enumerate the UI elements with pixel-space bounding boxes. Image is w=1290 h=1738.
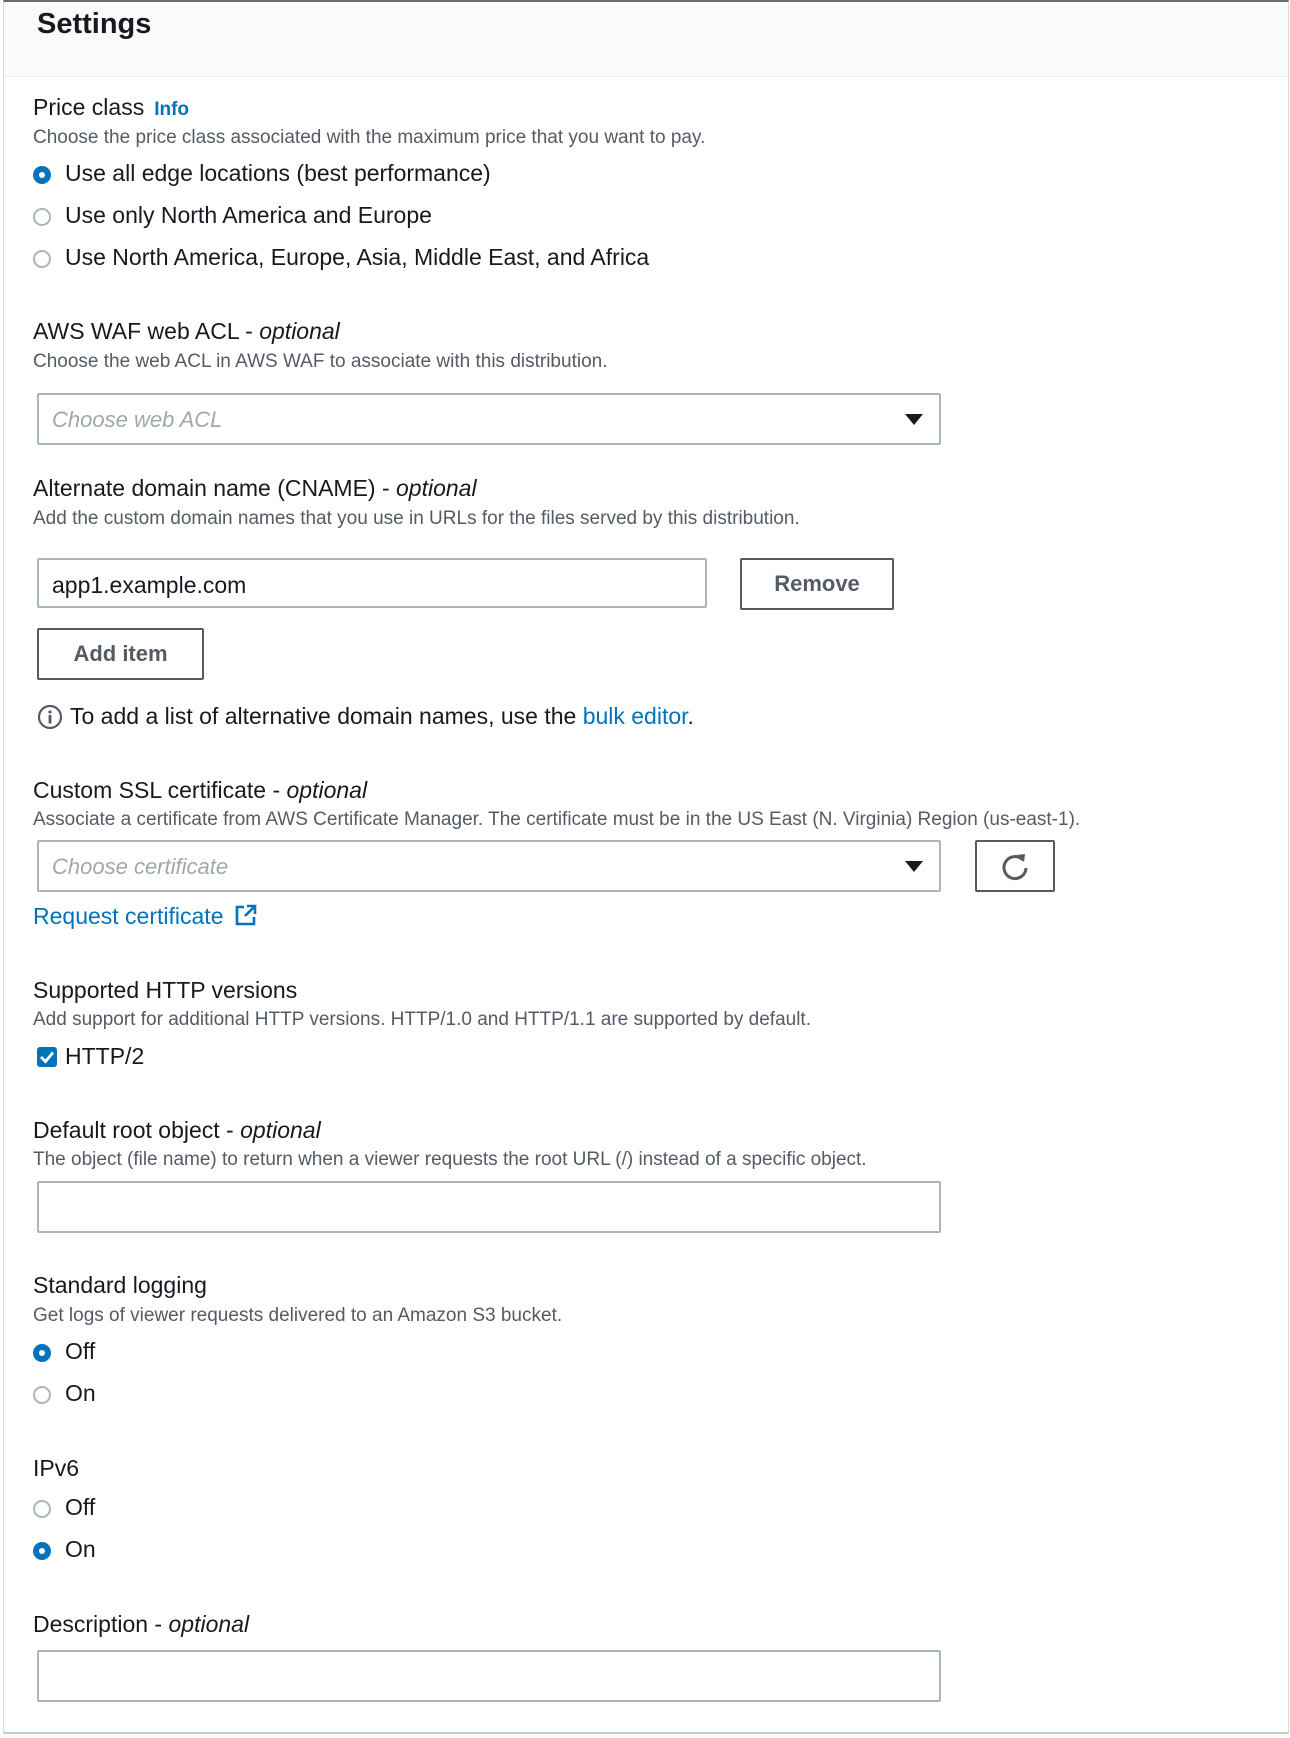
request-certificate-link[interactable]: Request certificate (33, 903, 258, 930)
logging-label: Standard logging (33, 1272, 207, 1298)
waf-description: Choose the web ACL in AWS WAF to associate with this distribution. (33, 351, 608, 372)
refresh-icon (999, 850, 1031, 882)
http-versions-label: Supported HTTP versions (33, 977, 298, 1003)
logging-description: Get logs of viewer requests delivered to an Amazon S3 bucket. (33, 1305, 563, 1326)
info-icon (37, 704, 63, 730)
radio-price-all-label[interactable]: Use all edge locations (best performance) (65, 160, 491, 186)
cname-description: Add the custom domain names that you use in URLs for the files served by this distribution. (33, 508, 800, 529)
radio-ipv6-off[interactable] (33, 1500, 51, 1518)
waf-acl-select[interactable] (37, 393, 941, 445)
radio-price-all[interactable] (33, 166, 51, 184)
caret-down-icon (905, 861, 923, 872)
info-link[interactable]: Info (154, 99, 190, 120)
ipv6-label: IPv6 (33, 1455, 80, 1481)
cname-input-value: app1.example.com (52, 572, 247, 598)
description-label: Description - optional (33, 1611, 250, 1637)
settings-panel (3, 0, 1289, 1734)
radio-ipv6-on-label[interactable]: On (65, 1536, 96, 1562)
root-object-label: Default root object - optional (33, 1117, 321, 1143)
radio-logging-off-label[interactable]: Off (65, 1338, 96, 1364)
radio-price-na-eu-label[interactable]: Use only North America and Europe (65, 202, 432, 228)
bulk-editor-note: To add a list of alternative domain names, use the bulk editor. (70, 703, 694, 729)
http-versions-description: Add support for additional HTTP versions. HTTP/1.0 and HTTP/1.1 are supported by default. (33, 1009, 811, 1030)
radio-price-na-eu-asia-label[interactable]: Use North America, Europe, Asia, Middle East, and Africa (65, 244, 650, 270)
radio-logging-on[interactable] (33, 1386, 51, 1404)
external-link-icon (234, 903, 258, 927)
description-input[interactable] (37, 1650, 941, 1702)
price-class-description: Choose the price class associated with the maximum price that you want to pay. (33, 127, 706, 148)
remove-button[interactable]: Remove (740, 558, 894, 610)
add-item-button[interactable]: Add item (37, 628, 204, 680)
caret-down-icon (905, 414, 923, 425)
bulk-editor-link[interactable]: bulk editor (582, 703, 688, 729)
cname-label: Alternate domain name (CNAME) - optional (33, 475, 477, 501)
radio-logging-off[interactable] (33, 1344, 51, 1362)
radio-ipv6-on[interactable] (33, 1542, 51, 1560)
ssl-label: Custom SSL certificate - optional (33, 777, 368, 803)
certificate-placeholder: Choose certificate (52, 854, 229, 879)
refresh-button[interactable] (975, 840, 1055, 892)
radio-price-na-eu-asia[interactable] (33, 250, 51, 268)
radio-logging-on-label[interactable]: On (65, 1380, 96, 1406)
check-icon (37, 1047, 57, 1067)
ssl-description: Associate a certificate from AWS Certificate Manager. The certificate must be in the US East (N. Virginia) Region (us-east-1). (33, 809, 1081, 830)
cname-input[interactable] (37, 558, 707, 608)
radio-ipv6-off-label[interactable]: Off (65, 1494, 96, 1520)
panel-title: Settings (37, 8, 152, 40)
panel-header (4, 2, 1288, 77)
waf-label: AWS WAF web ACL - optional (33, 318, 340, 344)
root-object-description: The object (file name) to return when a viewer requests the root URL (/) instead of a specific object. (33, 1149, 867, 1170)
http2-label[interactable]: HTTP/2 (65, 1043, 145, 1069)
price-class-label: Price class Info (33, 94, 190, 120)
root-object-input[interactable] (37, 1181, 941, 1233)
http2-checkbox[interactable] (37, 1047, 57, 1067)
waf-acl-placeholder: Choose web ACL (52, 407, 223, 432)
certificate-select[interactable] (37, 840, 941, 892)
radio-price-na-eu[interactable] (33, 208, 51, 226)
